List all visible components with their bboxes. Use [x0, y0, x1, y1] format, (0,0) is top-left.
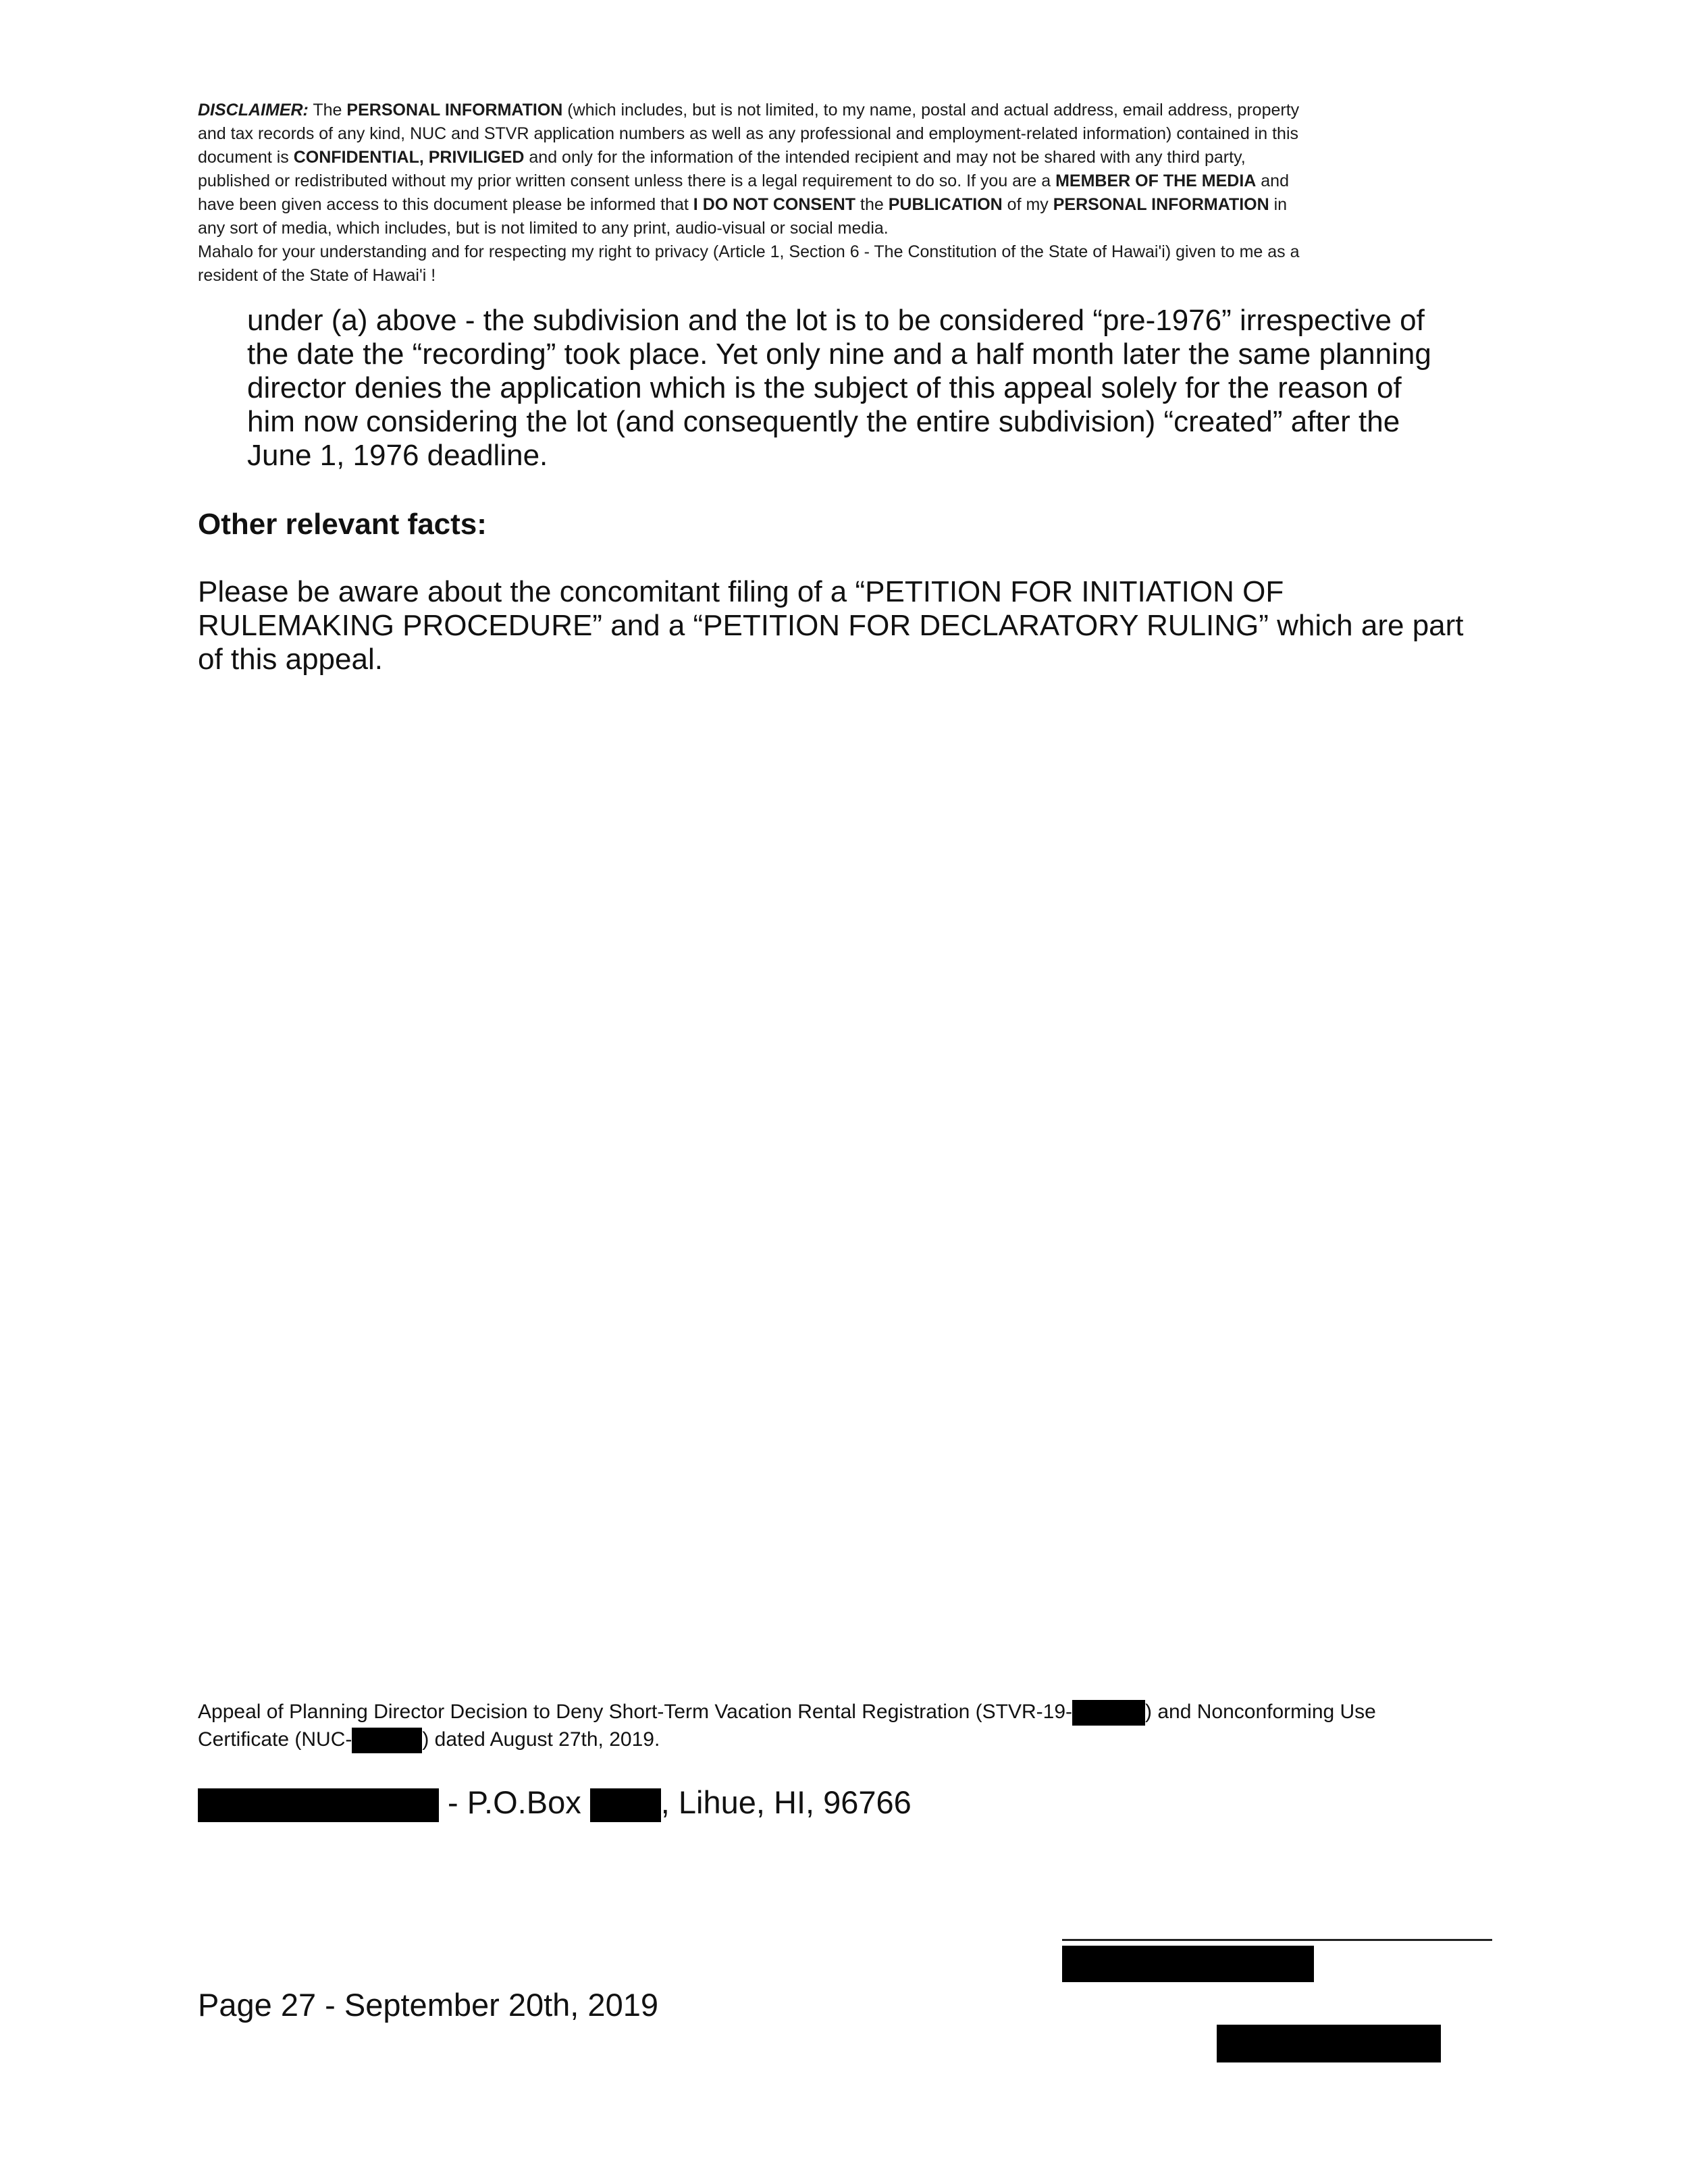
- disclaimer-text: the: [855, 195, 889, 214]
- disclaimer-line: [198, 146, 1494, 169]
- disclaimer-bold-text: I DO NOT CONSENT: [693, 195, 856, 214]
- appeal-reference-line: [198, 1726, 1501, 1753]
- disclaimer-line: resident of the State of Hawai'i !: [198, 266, 436, 285]
- disclaimer-line: [198, 193, 1494, 217]
- redaction-block: [590, 1788, 661, 1822]
- disclaimer-text: and: [1256, 171, 1289, 190]
- other-facts-paragraph: [198, 575, 1481, 676]
- address-text: , Lihue, HI, 96766: [660, 1784, 912, 1820]
- paragraph-line: the date the “recording” took place. Yet only nine and a half month later the same planning: [247, 338, 1431, 371]
- disclaimer-text: have been given access to this document please be informed that: [198, 195, 693, 214]
- disclaimer-block: [198, 99, 1494, 288]
- disclaimer-label: DISCLAIMER:: [198, 101, 309, 119]
- disclaimer-line: [198, 99, 1494, 122]
- disclaimer-text: in: [1269, 195, 1288, 214]
- redaction-block: [352, 1728, 422, 1753]
- paragraph-line: Please be aware about the concomitant filing of a “PETITION FOR INITIATION OF: [198, 575, 1284, 608]
- disclaimer-text: published or redistributed without my prior written consent unless there is a legal requirement to do so. If you are a: [198, 171, 1056, 190]
- disclaimer-text: document is: [198, 148, 294, 167]
- disclaimer-text: The: [308, 101, 347, 119]
- appeal-reference-text: ) and Nonconforming Use: [1145, 1701, 1376, 1723]
- paragraph-line: director denies the application which is the subject of this appeal solely for the reason of: [247, 371, 1402, 404]
- paragraph-line: June 1, 1976 deadline.: [247, 439, 548, 472]
- disclaimer-bold-text: PUBLICATION: [888, 195, 1003, 214]
- paragraph-line: under (a) above - the subdivision and the lot is to be considered “pre-1976” irrespective of: [247, 304, 1425, 337]
- disclaimer-bold-text: PERSONAL INFORMATION: [1053, 195, 1269, 214]
- disclaimer-line: and tax records of any kind, NUC and STVR application numbers as well as any professional and employment-related information) contained in this: [198, 124, 1299, 143]
- address-text: - P.O.Box: [439, 1784, 590, 1820]
- appeal-reference-text: Appeal of Planning Director Decision to Deny Short-Term Vacation Rental Registration (STVR-19-: [198, 1701, 1073, 1723]
- disclaimer-text: and only for the information of the intended recipient and may not be shared with any third party,: [524, 148, 1246, 167]
- redaction-block: [1072, 1700, 1145, 1726]
- disclaimer-line: Mahalo for your understanding and for respecting my right to privacy (Article 1, Section 6 - The Constitution of the State of Hawai'i) given to me as a: [198, 242, 1300, 261]
- disclaimer-line: any sort of media, which includes, but is not limited to any print, audio-visual or social media.: [198, 219, 889, 238]
- page-footer: Page 27 - September 20th, 2019: [198, 1987, 658, 2023]
- signature-line: [1062, 1939, 1492, 1941]
- appeal-reference-text: ) dated August 27th, 2019.: [422, 1728, 660, 1751]
- redaction-block: [1217, 2025, 1441, 2062]
- disclaimer-line: [198, 169, 1494, 193]
- redaction-block: [1062, 1946, 1314, 1982]
- disclaimer-text: of my: [1002, 195, 1053, 214]
- sender-address: [198, 1784, 912, 1822]
- appeal-reference-text: Certificate (NUC-: [198, 1728, 352, 1751]
- redaction-block: [198, 1788, 439, 1822]
- continuation-paragraph: [247, 304, 1483, 473]
- disclaimer-bold-text: PERSONAL INFORMATION: [346, 101, 563, 119]
- paragraph-line: RULEMAKING PROCEDURE” and a “PETITION FOR DECLARATORY RULING” which are part: [198, 609, 1464, 642]
- section-heading: Other relevant facts:: [198, 508, 487, 541]
- disclaimer-text: (which includes, but is not limited, to my name, postal and actual address, email address, property: [562, 101, 1300, 119]
- paragraph-line: of this appeal.: [198, 643, 383, 676]
- disclaimer-bold-text: MEMBER OF THE MEDIA: [1055, 171, 1257, 190]
- paragraph-line: him now considering the lot (and consequently the entire subdivision) “created” after the: [247, 405, 1400, 438]
- appeal-reference-line: [198, 1698, 1501, 1726]
- disclaimer-bold-text: CONFIDENTIAL, PRIVILIGED: [293, 148, 525, 167]
- appeal-reference: [198, 1698, 1501, 1753]
